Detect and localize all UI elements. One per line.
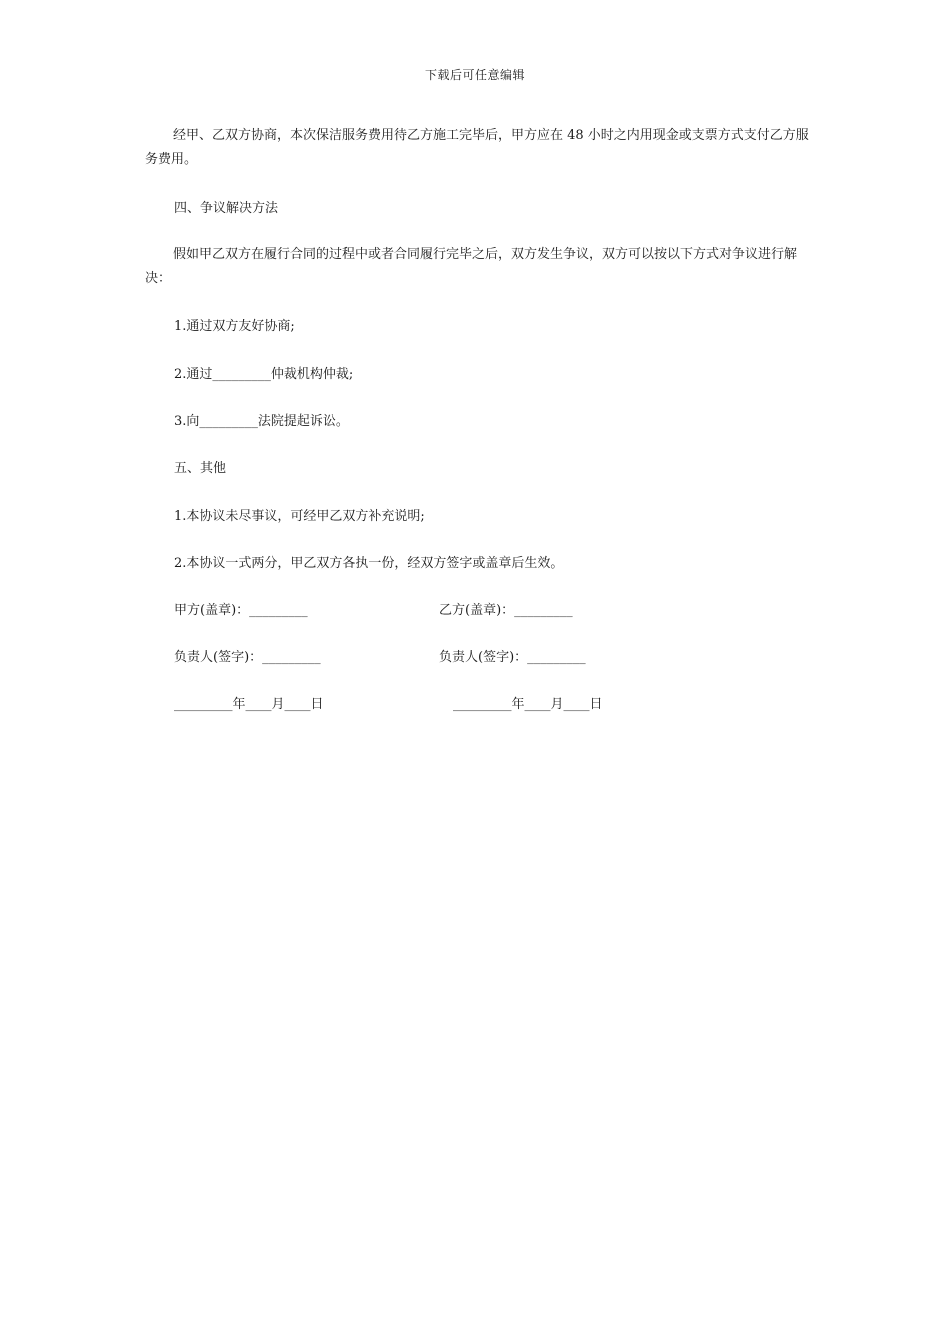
party-a-date-line: _________年____月____日: [174, 697, 324, 712]
party-b-date-line: _________年____月____日: [453, 697, 603, 712]
party-b-person-line: 负责人(签字)：_________: [439, 650, 586, 665]
dispute-item-2: 2.通过_________仲裁机构仲裁;: [174, 367, 354, 382]
section-title-other: 五、其他: [174, 461, 227, 476]
dispute-intro-paragraph: 假如甲乙双方在履行合同的过程中或者合同履行完毕之后，双方发生争议，双方可以按以下方式对争议进行解决：: [145, 247, 798, 286]
payment-paragraph: 经甲、乙双方协商，本次保洁服务费用待乙方施工完毕后，甲方应在 48 小时之内用现金或支票方式支付乙方服务费用。: [145, 128, 809, 167]
dispute-item-1: 1.通过双方友好协商;: [174, 319, 295, 334]
dispute-item-3: 3.向_________法院提起诉讼。: [174, 414, 349, 429]
party-a-person-line: 负责人(签字)：_________: [174, 650, 321, 665]
page-header-note: 下载后可任意编辑: [424, 68, 525, 82]
other-item-1: 1.本协议未尽事议，可经甲乙双方补充说明;: [174, 509, 425, 524]
party-a-seal-line: 甲方(盖章)：_________: [174, 603, 308, 618]
section-title-dispute: 四、争议解决方法: [174, 201, 279, 216]
party-b-seal-line: 乙方(盖章)：_________: [439, 603, 573, 618]
other-item-2: 2.本协议一式两分，甲乙双方各执一份，经双方签字或盖章后生效。: [174, 556, 564, 571]
